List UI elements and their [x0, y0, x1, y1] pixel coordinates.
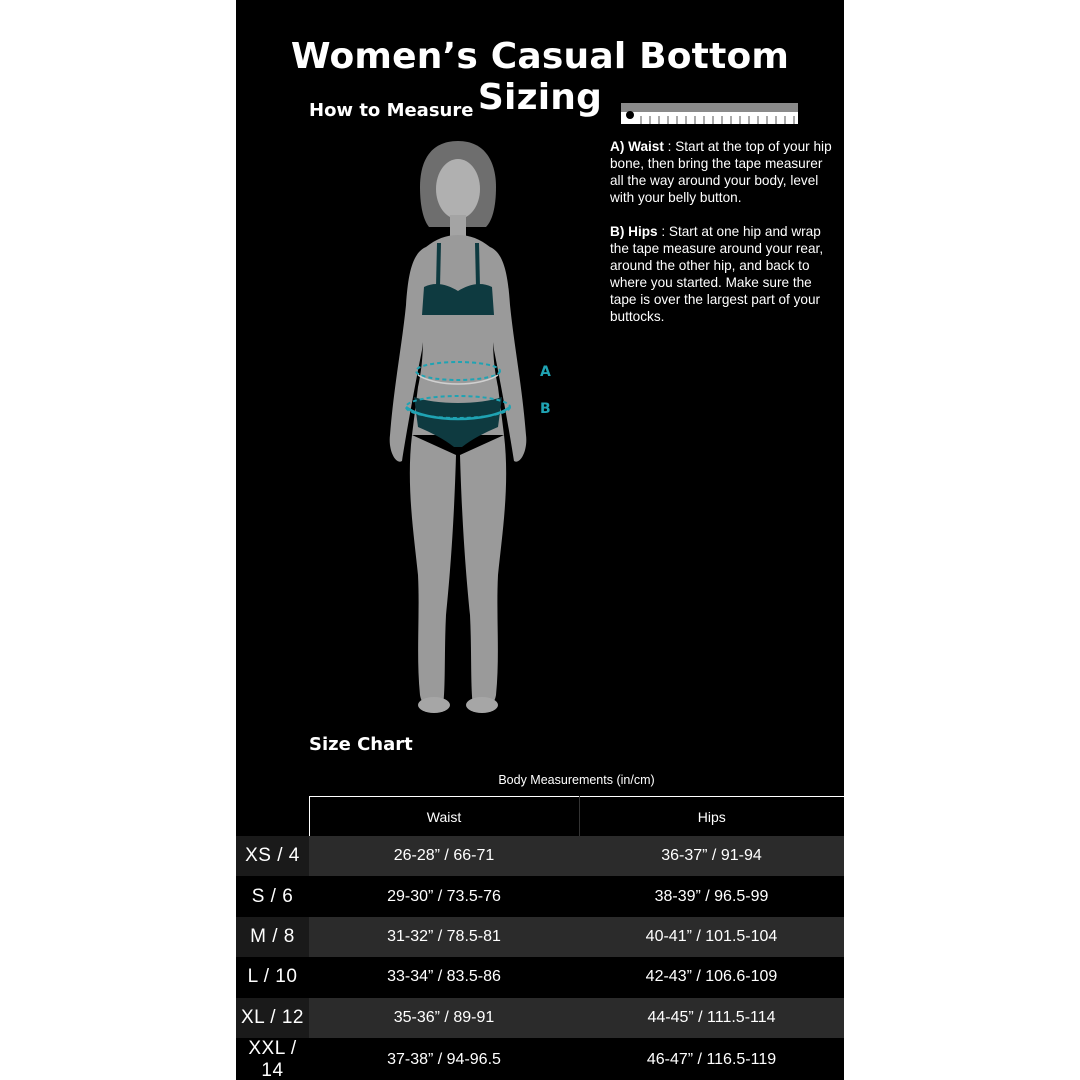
size-label: L / 10 [236, 957, 309, 997]
waist-value: 33-34” / 83.5-86 [309, 957, 579, 997]
how-to-measure-heading: How to Measure [309, 100, 474, 121]
size-guide-panel [236, 0, 844, 1080]
hips-instruction [610, 223, 832, 325]
header-hips: Hips [579, 797, 844, 837]
waist-instruction-text: : Start at the top of your hip bone, then bring the tape measurer all the way around your body, level with your belly button. [610, 139, 832, 205]
hips-value: 38-39” / 96.5-99 [579, 876, 844, 916]
table-row [236, 917, 844, 957]
label-b: B [540, 401, 551, 417]
waist-value: 37-38” / 94-96.5 [309, 1038, 579, 1080]
size-label: M / 8 [236, 917, 309, 957]
size-label: XS / 4 [236, 836, 309, 876]
tape-measure-icon [621, 103, 799, 127]
waist-value: 31-32” / 78.5-81 [309, 917, 579, 957]
waist-value: 29-30” / 73.5-76 [309, 876, 579, 916]
hips-value: 40-41” / 101.5-104 [579, 917, 844, 957]
table-row [236, 998, 844, 1038]
size-chart-heading: Size Chart [309, 734, 413, 755]
table-row [236, 876, 844, 916]
hips-value: 44-45” / 111.5-114 [579, 998, 844, 1038]
size-label: S / 6 [236, 876, 309, 916]
size-label: XL / 12 [236, 998, 309, 1038]
waist-instruction-label: A) Waist [610, 139, 664, 154]
hips-value: 46-47” / 116.5-119 [579, 1038, 844, 1080]
size-label: XXL / 14 [236, 1038, 309, 1080]
hips-instruction-text: : Start at one hip and wrap the tape measure around your rear, around the other hip, and back to where you started. Make sure the tape is over the largest part of your buttocks. [610, 224, 824, 324]
body-measurements-caption: Body Measurements (in/cm) [498, 773, 655, 787]
hips-value: 36-37” / 91-94 [579, 836, 844, 876]
waist-instruction [610, 138, 832, 206]
body-figure-illustration [366, 135, 566, 720]
table-header-row [236, 797, 844, 837]
size-chart-table [236, 796, 844, 1080]
header-blank [236, 797, 309, 837]
header-waist: Waist [309, 797, 579, 837]
waist-value: 35-36” / 89-91 [309, 998, 579, 1038]
table-row [236, 1038, 844, 1080]
page-title: Women’s Casual Bottom Sizing [290, 36, 790, 118]
hips-value: 42-43” / 106.6-109 [579, 957, 844, 997]
hips-instruction-label: B) Hips [610, 224, 658, 239]
measuring-instructions [610, 138, 832, 342]
table-row [236, 957, 844, 997]
table-row [236, 836, 844, 876]
waist-value: 26-28” / 66-71 [309, 836, 579, 876]
label-a: A [540, 364, 551, 380]
